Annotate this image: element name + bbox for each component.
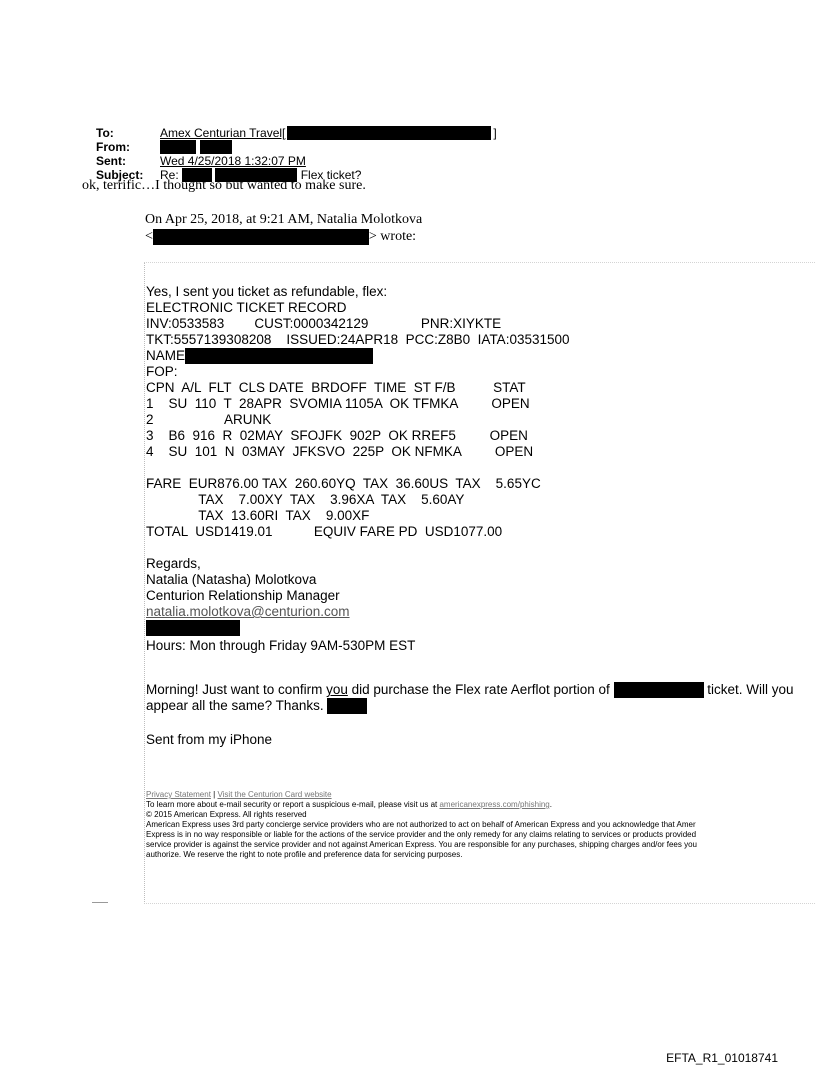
sent-label: Sent: — [96, 154, 126, 168]
footer-disclaimer-2: Express is in no way responsible or liable for the actions of the service provider and the only remedy for any claims relating to services or products provided — [146, 830, 697, 839]
ticket-segment-3: 3 B6 916 R 02MAY SFOJFK 902P OK RREF5 OPEN — [146, 428, 528, 443]
redaction-box — [160, 140, 196, 154]
sent-value: Wed 4/25/2018 1:32:07 PM — [160, 154, 306, 168]
ticket-fare-line-1: FARE EUR876.00 TAX 260.60YQ TAX 36.60US TAX 5.65YC — [146, 476, 541, 491]
ticket-segment-1: 1 SU 110 T 28APR SVOMIA 1105A OK TFMKA OPEN — [146, 396, 530, 411]
ticket-fop-line: FOP: — [146, 364, 178, 379]
ticket-intro: Yes, I sent you ticket as refundable, flex: — [146, 284, 388, 299]
orig-text-b: did purchase the Flex rate Aerflot portion of — [347, 682, 610, 697]
to-value — [160, 126, 497, 140]
ticket-columns-line: CPN A/L FLT CLS DATE BRDOFF TIME ST F/B STAT — [146, 380, 526, 395]
lt-bracket: < — [145, 229, 153, 244]
ticket-tkt-line: TKT:5557139308208 ISSUED:24APR18 PCC:Z8B0 IATA:03531500 — [146, 332, 570, 347]
orig-line2-text: appear all the same? Thanks. — [146, 698, 324, 713]
original-message-line-2 — [146, 698, 367, 714]
wrote-text: > wrote: — [368, 229, 417, 244]
redaction-box — [614, 682, 704, 698]
learn-end: . — [549, 800, 552, 809]
redaction-box — [200, 140, 232, 154]
footer-disclaimer-1: American Express uses 3rd party concierge service providers who are not authorized to act on behalf of American Express and you acknowledge that Amer — [146, 820, 696, 829]
ticket-segment-4: 4 SU 101 N 03MAY JFKSVO 225P OK NFMKA OPEN — [146, 444, 534, 459]
phishing-link[interactable]: americanexpress.com/phishing — [439, 800, 550, 809]
orig-text-a: Morning! Just want to confirm — [146, 682, 327, 697]
ticket-record-title: ELECTRONIC TICKET RECORD — [146, 300, 347, 315]
quote-intro-line1: On Apr 25, 2018, at 9:21 AM, Natalia Molotkova — [145, 212, 423, 227]
signature-redaction — [146, 620, 240, 636]
to-name: Amex Centurian Travel[ — [160, 126, 286, 140]
ticket-segment-2: 2 ARUNK — [146, 412, 272, 427]
signature-title: Centurion Relationship Manager — [146, 588, 340, 603]
ticket-name-line — [146, 348, 373, 364]
footer-disclaimer-3: service provider is against the service provider and not against American Express. You are responsible for any purchases, shipping charges and/or fees you — [146, 840, 697, 849]
redaction-box — [185, 348, 373, 364]
signature-regards: Regards, — [146, 556, 201, 571]
ticket-fare-line-2: TAX 7.00XY TAX 3.96XA TAX 5.60AY — [146, 492, 465, 507]
to-label: To: — [96, 126, 114, 140]
document-id: EFTA_R1_01018741 — [666, 1051, 778, 1065]
from-label: From: — [96, 140, 130, 154]
orig-text-you: you — [326, 682, 348, 697]
ticket-inv-line: INV:0533583 CUST:0000342129 PNR:XIYKTE — [146, 316, 502, 331]
signature-email-link[interactable] — [146, 604, 350, 620]
privacy-statement-link[interactable]: Privacy Statement — [146, 790, 211, 799]
orig-text-c: ticket. Will you — [707, 682, 794, 697]
subject-prefix: Re: — [160, 168, 179, 182]
visit-centurion-link[interactable]: Visit the Centurion Card website — [217, 790, 332, 799]
redaction-box — [146, 620, 240, 636]
footer-sep: | — [210, 790, 218, 799]
redaction-box — [153, 229, 369, 245]
reply-text: ok, terrific…I thought so but wanted to make sure. — [82, 178, 366, 193]
sent-from-iphone: Sent from my iPhone — [146, 732, 273, 747]
footer-links — [146, 790, 332, 800]
quote-intro-line2 — [145, 229, 416, 245]
signature-name: Natalia (Natasha) Molotkova — [146, 572, 317, 587]
redaction-box — [287, 126, 491, 140]
name-label: NAME — [146, 348, 186, 363]
to-close: ] — [493, 126, 497, 140]
subject-suffix: Flex ticket? — [300, 168, 362, 182]
footer-disclaimer-4: authorize. We reserve the right to note profile and preference data for servicing purposes. — [146, 850, 463, 859]
ticket-total-line: TOTAL USD1419.01 EQUIV FARE PD USD1077.00 — [146, 524, 503, 539]
redaction-box — [327, 698, 367, 714]
original-message-line-1 — [146, 682, 794, 698]
footer-learn — [146, 800, 552, 810]
learn-text: To learn more about e-mail security or report a suspicious e-mail, please visit us at — [146, 800, 440, 809]
page-mark — [92, 902, 108, 903]
ticket-fare-line-3: TAX 13.60RI TAX 9.00XF — [146, 508, 370, 523]
signature-email[interactable]: natalia.molotkova@centurion.com — [146, 604, 350, 619]
from-value — [160, 140, 232, 154]
footer-copyright: © 2015 American Express. All rights reserved — [146, 810, 307, 819]
subject-label: Subject: — [96, 168, 144, 182]
signature-hours: Hours: Mon through Friday 9AM-530PM EST — [146, 638, 416, 653]
